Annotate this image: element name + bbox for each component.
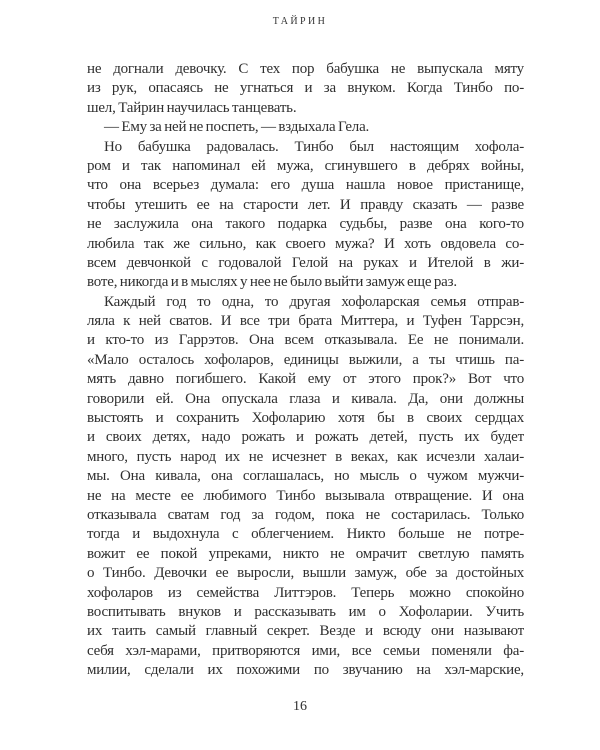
text-line: отказывала сватам год за годом, пока не состарилась. Только xyxy=(87,506,524,523)
text-line: себя хэл-марами, притворяются ими, все семьи поменяли фа- xyxy=(87,642,524,659)
text-line: из рук, опасаясь не угнаться и за внуком. Когда Тинбо по- xyxy=(87,80,524,97)
text-line: вожит ее покой упреками, никто не омрачит светлую память xyxy=(87,545,524,562)
text-line: — Ему за ней не поспеть, — вздыхала Гела. xyxy=(104,119,370,136)
running-title: ТАЙРИН xyxy=(272,16,328,27)
text-line: мять давно погибшего. Какой ему от этого прок?» Вот что xyxy=(87,371,524,388)
text-line: Но бабушка радовалась. Тинбо был настоящим хофола- xyxy=(104,138,524,155)
text-line: «Мало осталось хофоларов, единицы выжили, а ты чтишь па- xyxy=(87,351,524,368)
text-line: выстоять и сохранить Хофоларию хотя бы в своих сердцах xyxy=(87,410,524,427)
text-line: тогда и выдохнула с облегчением. Никто больше не потре- xyxy=(87,526,524,543)
paragraph xyxy=(87,118,524,137)
paragraph xyxy=(87,293,524,681)
text-line: не на месте ее любимого Тинбо вызывала отвращение. И она xyxy=(87,487,524,504)
paragraph xyxy=(87,60,524,118)
text-line: мы. Она кивала, она соглашалась, но мысль о чужом мужчи- xyxy=(87,468,524,485)
text-line: шел, Тайрин научилась танцевать. xyxy=(87,99,297,116)
text-line: о Тинбо. Девочки ее выросли, вышли замуж, обе за достойных xyxy=(87,565,524,582)
text-line: Каждый год то одна, то другая хофоларская семья отправ- xyxy=(104,293,524,310)
page-number: 16 xyxy=(293,699,307,714)
text-line: не догнали девочку. С тех пор бабушка не выпускала мяту xyxy=(87,61,524,77)
text-line: ляла к ней сватов. И все три брата Миттера, и Туфен Таррсэн, xyxy=(87,313,524,330)
text-line: милии, сделали их похожими по звучанию на хэл-марские, xyxy=(87,662,524,679)
text-line: их таить самый главный секрет. Везде и всюду они называют xyxy=(87,623,524,640)
text-line: что она всерьез думала: его душа нашла новое пристанище, xyxy=(87,177,524,194)
text-line: ром и так напоминал ей мужа, сгинувшего в дебрях войны, xyxy=(87,157,524,174)
body-text xyxy=(87,60,524,681)
paragraph xyxy=(87,138,524,293)
text-line: говорили ей. Она опускала глаза и кивала. Да, они должны xyxy=(87,390,524,407)
text-line: не заслужила она такого подарка судьбы, разве она кого-то xyxy=(87,216,524,233)
text-line: и кто-то из Гаррэтов. Она всем отказывала. Ее не понимали. xyxy=(87,332,524,349)
text-line: всем девчонкой с годовалой Гелой на руках и Ителой в жи- xyxy=(87,254,524,271)
text-line: воспитывать внуков и рассказывать им о Хофоларии. Учить xyxy=(87,603,524,620)
text-line: много, пусть народ их не исчезнет в веках, как исчезли халаи- xyxy=(87,448,524,465)
text-line: любила так же сильно, как своего мужа? И хоть овдовела со- xyxy=(87,235,524,252)
text-line: воте, никогда и в мыслях у нее не было выйти замуж еще раз. xyxy=(87,274,457,291)
text-line: чтобы утешить ее на старости лет. И правду сказать — разве xyxy=(87,196,524,213)
text-line: и своих детях, надо рожать и рожать детей, пусть их будет xyxy=(87,429,524,446)
text-line: хофоларов из семейства Литтэров. Теперь можно спокойно xyxy=(87,584,524,601)
